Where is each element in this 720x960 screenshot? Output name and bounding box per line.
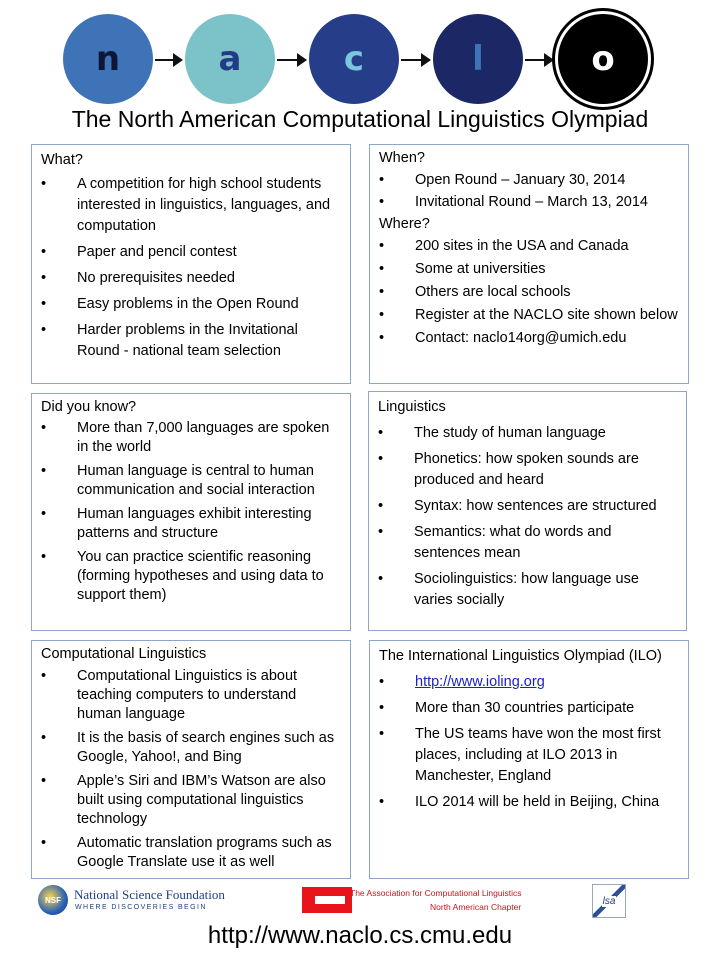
list-item: • More than 7,000 languages are spoken in the world — [41, 419, 340, 457]
sponsor-logos — [0, 882, 720, 922]
list-item: • Automatic translation programs such as Google Translate use it as well — [41, 834, 340, 872]
list-item: • No prerequisites needed — [41, 268, 340, 289]
logo-letter-c: c — [343, 39, 365, 79]
arrow-icon — [525, 59, 552, 61]
acl-mark-icon — [302, 885, 352, 915]
list-item: • 200 sites in the USA and Canada — [379, 237, 678, 256]
ilo-link[interactable]: http://www.ioling.org — [415, 674, 545, 690]
computational-linguistics-panel — [31, 640, 351, 879]
logo-letter-l: l — [472, 39, 484, 79]
list-item: • Contact: naclo14org@umich.edu — [379, 329, 678, 348]
arrow-icon — [401, 59, 429, 61]
list-item: • You can practice scientific reasoning (forming hypotheses and using data to support them) — [41, 548, 340, 605]
list-item: • Phonetics: how spoken sounds are produced and heard — [378, 449, 676, 491]
when-where-panel — [369, 144, 689, 384]
linguistics-panel — [368, 391, 687, 631]
arrow-icon — [277, 59, 305, 61]
logo-circle-a — [185, 14, 275, 104]
list-item: • Register at the NACLO site shown below — [379, 306, 678, 325]
lsa-badge-text: lsa — [602, 895, 616, 907]
computational-linguistics-heading: Computational Linguistics — [41, 646, 207, 662]
list-item: • Syntax: how sentences are structured — [378, 496, 676, 517]
acl-chapter: North American Chapter — [430, 902, 522, 912]
list-item — [379, 672, 678, 693]
logo-circle-l — [433, 14, 523, 104]
list-item: • The US teams have won the most first places, including at ILO 2013 in Manchester, England — [379, 724, 678, 787]
list-item: • A competition for high school students interested in linguistics, languages, and computation — [41, 174, 340, 237]
list-item: • Harder problems in the Invitational Round - national team selection — [41, 320, 340, 362]
did-you-know-panel — [31, 393, 351, 631]
logo-circle-o — [555, 11, 651, 107]
logo-circles — [0, 12, 720, 104]
logo-circle-c — [309, 14, 399, 104]
lsa-logo — [592, 884, 626, 918]
linguistics-heading: Linguistics — [378, 399, 446, 415]
page-title: The North American Computational Linguistics Olympiad — [71, 106, 649, 132]
when-heading: When? — [379, 150, 425, 166]
list-item: • Human language is central to human communication and social interaction — [41, 462, 340, 500]
list-item: • Others are local schools — [379, 283, 678, 302]
arrow-icon — [155, 59, 181, 61]
list-item: • Paper and pencil contest — [41, 242, 340, 263]
ilo-panel — [369, 640, 689, 879]
what-panel — [31, 144, 351, 384]
list-item: • ILO 2014 will be held in Beijing, China — [379, 792, 678, 813]
what-heading: What? — [41, 152, 83, 168]
list-item: • The study of human language — [378, 423, 676, 444]
where-heading: Where? — [379, 216, 430, 232]
list-item: • More than 30 countries participate — [379, 698, 678, 719]
list-item: • Some at universities — [379, 260, 678, 279]
logo-letter-n: n — [95, 39, 121, 79]
nsf-logo — [38, 885, 238, 917]
ilo-heading: The International Linguistics Olympiad (ILO) — [379, 648, 662, 664]
list-item: • Easy problems in the Open Round — [41, 294, 340, 315]
nsf-name: National Science Foundation — [74, 887, 225, 902]
list-item: • Apple’s Siri and IBM’s Watson are also built using computational linguistics technology — [41, 772, 340, 829]
list-item: • Sociolinguistics: how language use varies socially — [378, 569, 676, 611]
website-url[interactable]: http://www.naclo.cs.cmu.edu — [207, 922, 513, 949]
list-item: • Human languages exhibit interesting patterns and structure — [41, 505, 340, 543]
list-item: • Invitational Round – March 13, 2014 — [379, 193, 678, 212]
nsf-globe-icon — [38, 885, 68, 915]
list-item: • Computational Linguistics is about teaching computers to understand human language — [41, 667, 340, 724]
nsf-badge-text: NSF — [45, 895, 61, 905]
acl-logo — [302, 885, 532, 917]
logo-letter-o: o — [591, 39, 615, 79]
logo-circle-n — [63, 14, 153, 104]
list-item: • Open Round – January 30, 2014 — [379, 171, 678, 190]
list-item: • Semantics: what do words and sentences mean — [378, 522, 676, 564]
acl-name: The Association for Computational Linguistics — [350, 888, 522, 898]
nsf-tagline: WHERE DISCOVERIES BEGIN — [75, 904, 207, 911]
list-item: • It is the basis of search engines such as Google, Yahoo!, and Bing — [41, 729, 340, 767]
did-you-know-heading: Did you know? — [41, 399, 137, 415]
logo-letter-a: a — [218, 39, 242, 79]
